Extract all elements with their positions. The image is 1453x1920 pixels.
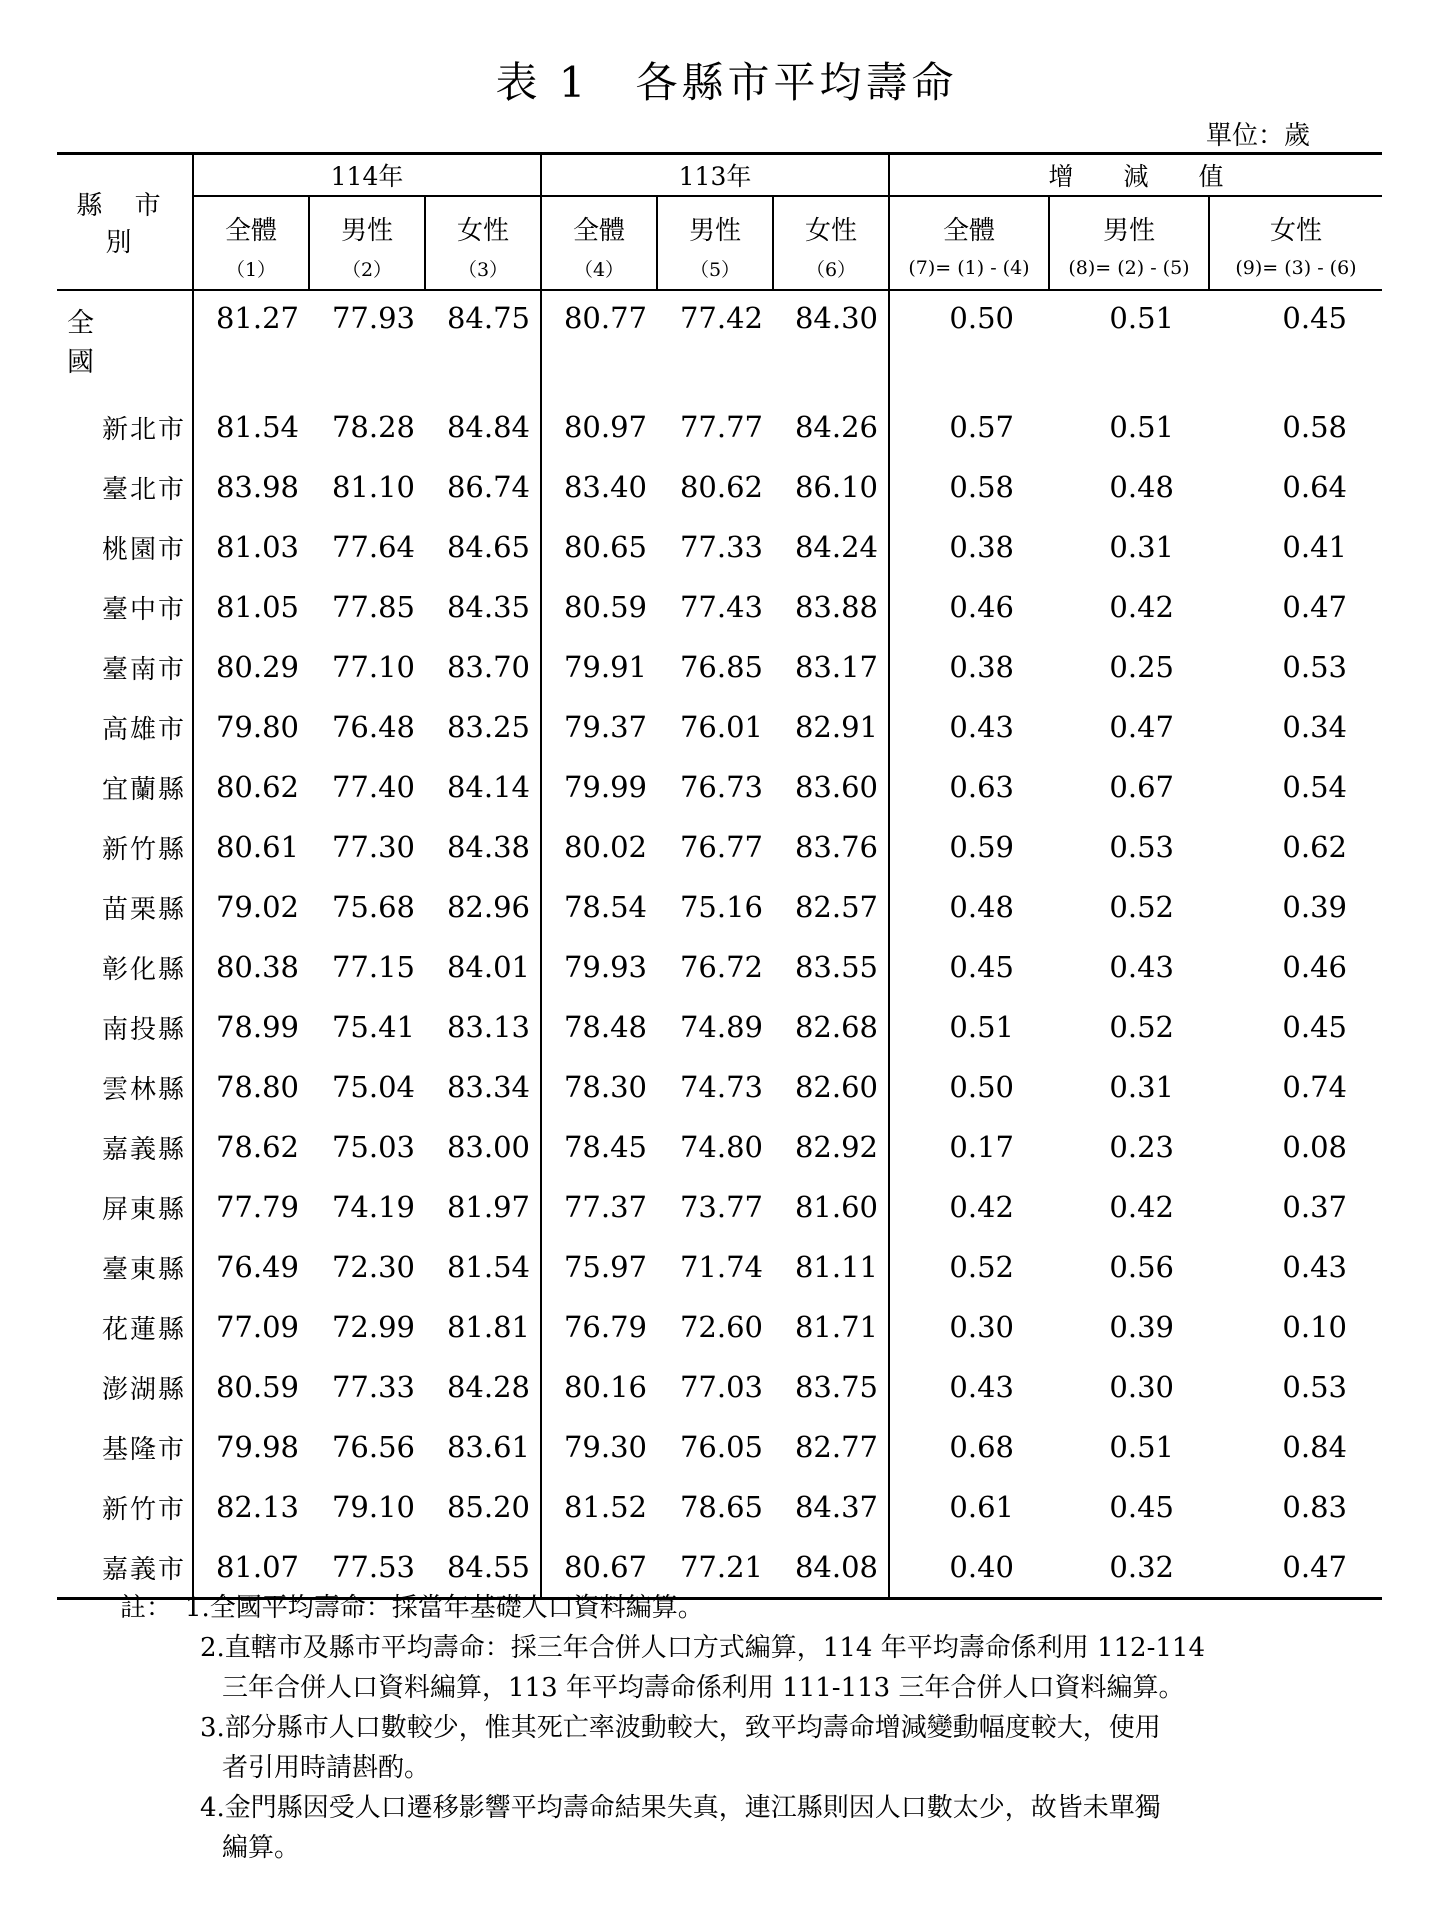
table-cell: 82.13	[215, 1490, 299, 1524]
footnote-3-cont	[120, 1748, 1320, 1788]
row-label: 宜蘭縣	[57, 757, 193, 817]
table-cell: 77.42	[679, 301, 763, 335]
table-cell: 75.16	[679, 890, 763, 924]
footnote-1-text: 1.全國平均壽命：採當年基礎人口資料編算。	[185, 1593, 704, 1623]
table-cell: 0.43	[949, 710, 1014, 744]
footnote-lead: 註：	[120, 1593, 173, 1623]
col-formula: （3）	[425, 247, 541, 290]
table-cell: 0.48	[1109, 470, 1174, 504]
table-cell: 76.72	[679, 950, 763, 984]
table-cell: 79.91	[563, 650, 647, 684]
table-cell: 79.93	[563, 950, 647, 984]
table-cell: 0.51	[1109, 301, 1174, 335]
national-label-b: 國	[67, 347, 94, 378]
table-cell: 80.59	[215, 1370, 299, 1404]
spacer-cell	[57, 379, 193, 397]
table-cell: 74.73	[679, 1070, 763, 1104]
table-cell: 82.68	[773, 997, 889, 1057]
table-cell: 75.03	[331, 1130, 415, 1164]
table-cell: 80.65	[563, 530, 647, 564]
table-cell: 84.37	[773, 1477, 889, 1537]
footnote-1	[120, 1588, 1320, 1628]
table-cell: 77.03	[679, 1370, 763, 1404]
footnote-4-line-1: 4.金門縣因受人口遷移影響平均壽命結果失真，連江縣則因人口數太少，故皆未單獨	[200, 1793, 1161, 1823]
table-cell: 78.28	[331, 410, 415, 444]
table-cell: 0.50	[949, 1070, 1014, 1104]
table-cell: 84.84	[425, 397, 541, 457]
table-row	[57, 697, 1382, 757]
table-cell: 84.30	[773, 290, 889, 379]
table-cell: 0.53	[1282, 650, 1347, 684]
footnote-3	[120, 1708, 1320, 1748]
table-cell: 0.43	[1282, 1250, 1347, 1284]
col-header-113-female: 女性	[773, 196, 889, 247]
table-cell: 0.62	[1282, 830, 1347, 864]
table-cell: 84.38	[425, 817, 541, 877]
table-cell: 80.62	[215, 770, 299, 804]
table-cell: 80.97	[563, 410, 647, 444]
table-cell: 83.13	[425, 997, 541, 1057]
spacer-cell	[889, 379, 1049, 397]
table-cell: 82.92	[773, 1117, 889, 1177]
table-cell: 77.85	[331, 590, 415, 624]
table-cell: 76.77	[679, 830, 763, 864]
table-cell: 0.54	[1282, 770, 1347, 804]
table-cell: 0.43	[949, 1370, 1014, 1404]
table-cell: 0.84	[1282, 1430, 1347, 1464]
table-cell: 0.51	[1109, 1430, 1174, 1464]
table-cell: 76.56	[331, 1430, 415, 1464]
table-cell: 0.31	[1109, 530, 1174, 564]
table-row	[57, 1237, 1382, 1297]
spacer-cell	[425, 379, 541, 397]
table-cell: 72.30	[331, 1250, 415, 1284]
table-cell: 0.83	[1282, 1490, 1347, 1524]
row-label: 臺東縣	[57, 1237, 193, 1297]
table-cell: 0.63	[949, 770, 1014, 804]
table-cell: 0.45	[1282, 1010, 1347, 1044]
footnote-4-line-2: 編算。	[222, 1833, 301, 1863]
table-cell: 83.75	[773, 1357, 889, 1417]
table-cell: 77.40	[331, 770, 415, 804]
table-cell: 77.53	[331, 1550, 415, 1584]
group-header-change: 增 減 值	[889, 154, 1382, 197]
table-cell: 0.52	[949, 1250, 1014, 1284]
col-formula: （5）	[657, 247, 773, 290]
unit-label: 單位：歲	[1205, 121, 1310, 151]
table-cell: 0.30	[1109, 1370, 1174, 1404]
col-header-113-all: 全體	[541, 196, 657, 247]
row-label: 嘉義縣	[57, 1117, 193, 1177]
table-cell: 74.19	[331, 1190, 415, 1224]
row-label: 臺北市	[57, 457, 193, 517]
table-cell: 81.11	[773, 1237, 889, 1297]
table-cell: 0.57	[949, 410, 1014, 444]
table-cell: 0.56	[1109, 1250, 1174, 1284]
table-cell: 83.34	[425, 1057, 541, 1117]
row-label: 彰化縣	[57, 937, 193, 997]
spacer-cell	[657, 379, 773, 397]
table-cell: 0.53	[1109, 830, 1174, 864]
table-cell: 77.30	[331, 830, 415, 864]
row-label: 雲林縣	[57, 1057, 193, 1117]
row-label: 新竹縣	[57, 817, 193, 877]
table-cell: 80.38	[215, 950, 299, 984]
table-cell: 74.89	[679, 1010, 763, 1044]
table-spacer	[57, 379, 1382, 397]
footnote-2-line-2: 三年合併人口資料編算，113 年平均壽命係利用 111-113 三年合併人口資料編算。	[222, 1673, 1185, 1703]
table-cell: 75.04	[331, 1070, 415, 1104]
col-header-change-all: 全體	[889, 196, 1049, 247]
table-cell: 79.80	[215, 710, 299, 744]
col-formula: (9)= (3) - (6)	[1235, 257, 1357, 279]
table-cell: 76.05	[679, 1430, 763, 1464]
table-cell: 0.48	[949, 890, 1014, 924]
table-cell: 0.45	[1282, 301, 1347, 335]
group-header-113: 113年	[541, 154, 889, 197]
table-cell: 0.38	[949, 650, 1014, 684]
table-cell: 80.77	[563, 301, 647, 335]
table-cell: 83.88	[773, 577, 889, 637]
table-row	[57, 637, 1382, 697]
footnote-2-line-1: 2.直轄市及縣市平均壽命：採三年合併人口方式編算，114 年平均壽命係利用 112-114	[200, 1633, 1205, 1663]
table-cell: 0.50	[949, 301, 1014, 335]
table-cell: 0.32	[1109, 1550, 1174, 1584]
footnote-3-line-2: 者引用時請斟酌。	[222, 1753, 431, 1783]
table-cell: 80.59	[563, 590, 647, 624]
table-cell: 0.52	[1109, 1010, 1174, 1044]
row-label: 南投縣	[57, 997, 193, 1057]
col-formula: （4）	[541, 247, 657, 290]
footnote-4-cont	[120, 1828, 1320, 1868]
table-cell: 84.28	[425, 1357, 541, 1417]
table-cell: 0.42	[1109, 590, 1174, 624]
table-cell: 0.39	[1282, 890, 1347, 924]
col-formula: (8)= (2) - (5)	[1049, 247, 1209, 290]
footnote-2-cont	[120, 1668, 1320, 1708]
col-header-change-male: 男性	[1049, 196, 1209, 247]
table-cell: 75.97	[563, 1250, 647, 1284]
table-cell: 0.61	[949, 1490, 1014, 1524]
table-row	[57, 877, 1382, 937]
table-cell: 78.65	[679, 1490, 763, 1524]
col-formula: (7)= (1) - (4)	[889, 247, 1049, 290]
table-cell: 81.07	[215, 1550, 299, 1584]
table-cell: 81.54	[215, 410, 299, 444]
table-cell: 0.43	[1109, 950, 1174, 984]
table-cell: 77.21	[679, 1550, 763, 1584]
spacer-cell	[773, 379, 889, 397]
footnote-2	[120, 1628, 1320, 1668]
table-cell: 76.85	[679, 650, 763, 684]
table-row	[57, 397, 1382, 457]
col-formula: （6）	[773, 247, 889, 290]
row-label: 新北市	[57, 397, 193, 457]
col-header-113-male: 男性	[657, 196, 773, 247]
row-label: 臺南市	[57, 637, 193, 697]
table-cell: 0.53	[1282, 1370, 1347, 1404]
table-cell: 83.17	[773, 637, 889, 697]
table-cell: 80.02	[563, 830, 647, 864]
table-cell: 82.60	[773, 1057, 889, 1117]
spacer-cell	[193, 379, 309, 397]
spacer-cell	[541, 379, 657, 397]
table-cell: 0.47	[1282, 1550, 1347, 1584]
row-label: 嘉義市	[57, 1537, 193, 1599]
table-cell: 79.30	[563, 1430, 647, 1464]
table-cell: 74.80	[679, 1130, 763, 1164]
table-cell: 83.76	[773, 817, 889, 877]
table-cell: 75.68	[331, 890, 415, 924]
table-cell: 76.48	[331, 710, 415, 744]
table-cell: 79.10	[331, 1490, 415, 1524]
table-cell: 0.46	[1282, 950, 1347, 984]
table-row	[57, 457, 1382, 517]
table-cell: 0.25	[1109, 650, 1174, 684]
table-cell: 0.47	[1282, 590, 1347, 624]
table-cell: 0.08	[1282, 1130, 1347, 1164]
table-cell: 0.59	[949, 830, 1014, 864]
table-cell: 84.75	[425, 290, 541, 379]
table-cell: 0.37	[1282, 1190, 1347, 1224]
table-cell: 72.60	[679, 1310, 763, 1344]
table-cell: 0.68	[949, 1430, 1014, 1464]
row-label-national	[57, 290, 193, 379]
table-cell: 79.37	[563, 710, 647, 744]
table-cell: 81.10	[331, 470, 415, 504]
table-cell: 0.38	[949, 530, 1014, 564]
table-cell: 83.00	[425, 1117, 541, 1177]
table-cell: 79.98	[215, 1430, 299, 1464]
table-cell: 81.27	[215, 301, 299, 335]
table-row	[57, 1357, 1382, 1417]
table-row	[57, 1117, 1382, 1177]
table-cell: 77.10	[331, 650, 415, 684]
table-cell: 83.70	[425, 637, 541, 697]
table-cell: 82.57	[773, 877, 889, 937]
table-cell: 84.01	[425, 937, 541, 997]
table-cell: 77.93	[331, 301, 415, 335]
col-formula: （1）	[193, 247, 309, 290]
table-cell: 73.77	[679, 1190, 763, 1224]
table-cell: 0.64	[1282, 470, 1347, 504]
table-cell: 76.79	[563, 1310, 647, 1344]
table-cell: 84.08	[773, 1537, 889, 1599]
table-cell: 80.29	[215, 650, 299, 684]
table-cell: 0.39	[1109, 1310, 1174, 1344]
table-cell: 0.45	[949, 950, 1014, 984]
table-cell: 0.51	[1109, 410, 1174, 444]
table-cell: 78.48	[563, 1010, 647, 1044]
row-label: 新竹市	[57, 1477, 193, 1537]
table-row-national	[57, 290, 1382, 379]
table-cell: 81.05	[215, 590, 299, 624]
table-cell: 0.42	[1109, 1190, 1174, 1224]
table-cell: 83.61	[425, 1417, 541, 1477]
table-cell: 0.45	[1109, 1490, 1174, 1524]
table-cell: 81.71	[773, 1297, 889, 1357]
table-cell: 0.46	[949, 590, 1014, 624]
row-label: 臺中市	[57, 577, 193, 637]
table-cell: 84.14	[425, 757, 541, 817]
group-header-114: 114年	[193, 154, 541, 197]
table-cell: 79.99	[563, 770, 647, 804]
table-cell: 78.80	[215, 1070, 299, 1104]
table-row	[57, 1297, 1382, 1357]
footnotes	[120, 1588, 1320, 1868]
table-cell: 0.40	[949, 1550, 1014, 1584]
table-row	[57, 1417, 1382, 1477]
table-row	[57, 1057, 1382, 1117]
page-title: 表 1 各縣市平均壽命	[495, 58, 958, 107]
table-cell: 77.43	[679, 590, 763, 624]
footnote-3-line-1: 3.部分縣市人口數較少，惟其死亡率波動較大，致平均壽命增減變動幅度較大，使用	[200, 1713, 1161, 1743]
table-cell: 0.58	[949, 470, 1014, 504]
table-cell: 78.54	[563, 890, 647, 924]
table-cell: 71.74	[679, 1250, 763, 1284]
table-cell: 77.64	[331, 530, 415, 564]
table-cell: 0.10	[1282, 1310, 1347, 1344]
col-header-114-female: 女性	[425, 196, 541, 247]
table-cell: 81.52	[563, 1490, 647, 1524]
table-cell: 0.34	[1282, 710, 1347, 744]
table-cell: 84.65	[425, 517, 541, 577]
table-cell: 0.41	[1282, 530, 1347, 564]
table-cell: 72.99	[331, 1310, 415, 1344]
spacer-cell	[309, 379, 425, 397]
row-label: 屏東縣	[57, 1177, 193, 1237]
table-cell: 0.51	[949, 1010, 1014, 1044]
table-cell: 78.99	[215, 1010, 299, 1044]
table-cell: 81.97	[425, 1177, 541, 1237]
table-cell: 86.10	[773, 457, 889, 517]
table-cell: 77.37	[563, 1190, 647, 1224]
table-cell: 0.52	[1109, 890, 1174, 924]
spacer-cell	[1049, 379, 1209, 397]
table-cell: 0.67	[1109, 770, 1174, 804]
table-cell: 77.09	[215, 1310, 299, 1344]
table-cell: 83.40	[563, 470, 647, 504]
table-row	[57, 937, 1382, 997]
table-cell: 77.33	[331, 1370, 415, 1404]
table-cell: 85.20	[425, 1477, 541, 1537]
table-cell: 81.03	[215, 530, 299, 564]
table-cell: 0.23	[1109, 1130, 1174, 1164]
table-cell: 84.24	[773, 517, 889, 577]
table-cell: 82.91	[773, 697, 889, 757]
table-row	[57, 1177, 1382, 1237]
table-cell: 80.61	[215, 830, 299, 864]
table-cell: 77.79	[215, 1190, 299, 1224]
national-label-a: 全	[67, 308, 94, 339]
row-label: 苗栗縣	[57, 877, 193, 937]
table-cell: 83.60	[773, 757, 889, 817]
table-cell: 84.55	[425, 1537, 541, 1599]
table-cell: 78.45	[563, 1130, 647, 1164]
row-label: 基隆市	[57, 1417, 193, 1477]
table-cell: 0.17	[949, 1130, 1014, 1164]
table-cell: 81.54	[425, 1237, 541, 1297]
stub-header: 縣 市 別	[57, 154, 193, 291]
table-cell: 83.55	[773, 937, 889, 997]
table-cell: 76.73	[679, 770, 763, 804]
table-cell: 78.62	[215, 1130, 299, 1164]
table-cell: 77.15	[331, 950, 415, 984]
table-cell: 83.25	[425, 697, 541, 757]
table-cell: 0.47	[1109, 710, 1174, 744]
col-header-114-male: 男性	[309, 196, 425, 247]
table-cell: 77.33	[679, 530, 763, 564]
footnote-4	[120, 1788, 1320, 1828]
table-cell: 78.30	[563, 1070, 647, 1104]
table-cell: 80.67	[563, 1550, 647, 1584]
row-label: 花蓮縣	[57, 1297, 193, 1357]
table-cell: 86.74	[425, 457, 541, 517]
table-cell: 0.74	[1282, 1070, 1347, 1104]
table-cell: 75.41	[331, 1010, 415, 1044]
table-row	[57, 757, 1382, 817]
table-row	[57, 517, 1382, 577]
table-cell: 79.02	[215, 890, 299, 924]
table-cell: 80.62	[679, 470, 763, 504]
table-cell: 82.96	[425, 877, 541, 937]
table-cell: 0.58	[1282, 410, 1347, 444]
col-header-114-all: 全體	[193, 196, 309, 247]
table-cell: 82.77	[773, 1417, 889, 1477]
table-cell: 84.35	[425, 577, 541, 637]
col-formula: （2）	[309, 247, 425, 290]
col-header-change-female: 女性	[1269, 216, 1322, 246]
table-cell: 84.26	[773, 397, 889, 457]
table-row	[57, 577, 1382, 637]
table-row	[57, 997, 1382, 1057]
table-cell: 76.49	[215, 1250, 299, 1284]
table-cell: 0.42	[949, 1190, 1014, 1224]
table-row	[57, 817, 1382, 877]
table-cell: 0.30	[949, 1310, 1014, 1344]
table-cell: 80.16	[563, 1370, 647, 1404]
spacer-cell	[1209, 379, 1382, 397]
table-cell: 76.01	[679, 710, 763, 744]
table-cell: 81.81	[425, 1297, 541, 1357]
life-expectancy-table	[57, 152, 1382, 1600]
row-label: 高雄市	[57, 697, 193, 757]
table-cell: 83.98	[215, 470, 299, 504]
table-row	[57, 1477, 1382, 1537]
row-label: 澎湖縣	[57, 1357, 193, 1417]
table-cell: 77.77	[679, 410, 763, 444]
table-cell: 81.60	[773, 1177, 889, 1237]
table-cell: 0.31	[1109, 1070, 1174, 1104]
row-label: 桃園市	[57, 517, 193, 577]
